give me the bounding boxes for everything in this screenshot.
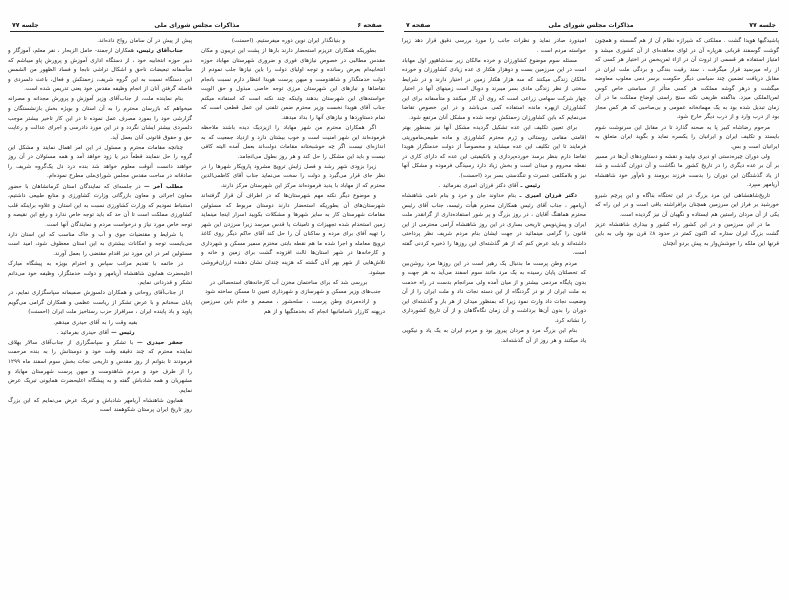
paragraph xyxy=(8,339,192,396)
paragraph xyxy=(595,37,779,123)
session-number-left: جلسه ۷۷ xyxy=(749,22,776,29)
paragraph xyxy=(402,37,586,56)
paragraph-text: آقای حیدری بفرمائید . xyxy=(56,329,112,336)
publication-title-right: مذاکرات مجلس شورای ملی xyxy=(154,22,240,29)
paragraph-text: پاشیدگیها هویدا گشت . مملکتی که شیرازه نظام آن از هم گسسته و همچون گوشت گوسفند قربانی هرپاره آن در لوای معاهده‌ای از آن کشوری میشد و امتیاز استفاده هر قسمی از ثروت آن در ازاء ثمن‌بخس در اختیار هر کسی که از راه میرسید قرار میگرفت ، سند رقیت بندگی و بردگی ملت ایران در مقابل دریافت تضمین چند سیاسی دیگر حکومت برسر دمی مغلوب معاوضه میگشت و درهر گوشه مملکت هر کسی متأثر از سیاستی خاص کوس لمن‌الملکی میزد. بناگفته ظریفی نکته سنج راستی اوضاع مملکت ما در آن زمان تبدیل شده بود به یک مهمانخانه عمومی و بی‌صاحبی که هر کس مجاز بود از درب وارد و از درب دیگر خارج شود. xyxy=(595,38,779,121)
paragraph xyxy=(402,192,586,259)
paragraph-text: مرحوم رضاشاه کبیر پا به صحنه گذارد تا در مقابل این سرنوشت شوم بایستد و تکلیف ایران و ایرانیان را یکسره نماید و بگوید ایران متعلق به ایرانیان است و بس. xyxy=(595,124,779,150)
paragraph xyxy=(402,260,586,327)
paragraph xyxy=(8,397,192,416)
paragraph-text: بنام این بزرگ مرد و مردان پیروز بود و مردم ایران به یک یاد و نیکویی یاد میکنند و هر روز از آن گذشته‌اند. xyxy=(402,327,586,344)
paragraph-text: زیرا بزودی شهر رشد و فصل زایش ترویج مشرود پارویکار شهرها را در نظر جای قرار می‌گیرد و دولت را سخت می‌نماید جناب آقای کاظمی‌الدین محترم که از مهاباد با یدید فرموده‌اند مرکز این شهرستان مرکز دارند. xyxy=(201,163,385,189)
paragraph-text: مسئله سوم موضوع کشاورزان و خرده مالکان زیر سدشاهپور اول مهاباد است در این سرزمین بست و دوهزار هکتار ی عده زیادی کشاورزان و خورده مالکان زندگی میکنند که سه هزار هکتار زمین در اختیار دارند و در شرایط سختی از نظر زندگی مادی بسر میبرند و دوبال است زمینهای آنها در اختیار چهار شرکت سهامی زراعی است که روی آن کار میکنند و متأسفانه برای این کشاورزان ازیهره مانده استفاده کمی می‌باشد و در این خصوص تقاضا می‌نمایم که باین کشاورزان زحمتکش توجه شده و مشکل آنان مرتفع شود. xyxy=(402,57,586,121)
paragraph xyxy=(8,260,192,289)
paragraph xyxy=(595,192,779,221)
paragraph-text: با شرایط و مقتضیات جوی و آب و خاک مناسب که این استان دارد می‌بایست توجه و امکانات بیشتری به این استان معطوف شود، امید است مسئولین امر در این مورد نیز اقدام مقتضی را بعمل آورند. xyxy=(8,231,192,257)
paragraph-text: از جناب‌آقای روحانی و همکاران دلسوزش صمیمانه سپاسگزاری نمایم، در پایان سخنانم و با عرض تشکر از ریاست عظمی و همکاران گرامی می‌گویم پاوید و باد پاینده ایران ، سرافراز حزب رستاخیز ملت ایران (احسنت) xyxy=(8,290,192,316)
paragraph xyxy=(201,37,385,47)
paragraph xyxy=(8,329,192,339)
paragraph xyxy=(402,327,586,346)
speaker-label: مطلب آخر — xyxy=(143,183,183,190)
column-right-of-right-page xyxy=(8,37,192,589)
paragraph xyxy=(402,57,586,124)
text-columns-left-page xyxy=(402,37,780,589)
paragraph xyxy=(402,124,586,181)
paragraph xyxy=(8,289,192,318)
paragraph xyxy=(8,144,192,182)
paragraph-text: همایون شاهنشاه آریامهر شادباش و تبریک عرض می‌نمایم که این بزرگ روز تاریخ ایران پرستان شکوهمند است xyxy=(8,397,192,414)
paragraph-text: تاریخ‌شاهنشاهی این مرد بزرگ در این تختگاه بناگاه و این پرچم شیرو خورشید بر فراز این سرزمین همچنان برافراشته باقی است و در این راه که یکی از آن مردان راستین هم ایستاده و نگهبان آن نیز گردیده است. xyxy=(595,192,779,218)
text-columns-right-page xyxy=(8,37,386,589)
paragraph-text: و موضوع دیگر نکته مهم شهرستان‌ها که در اطراف آن قرار گرفته‌اند شهرستان‌های آن بطوریکه استحضار دارند دوستان مربوط که مسئولین مقامات شهرستان کار به سایر شهرها و مشکلات بکوبید اسرار اینجا مینماید زمین استخدام شده تجهیزات و تامینات یا قدس میرسد زیرا سرزدن این شهر را تهیه آفای برای مرده و ساکنان آن را حل کند آقای حاکم دیگر روی کاغذ ترویج معامله و اجرا شده ما هم نقطه بابتی مخترم سمیر مسکن و شهرداری و کارخانه‌ها در شهر استان‌ها ثالث افزوده گشت برای زمین و خانه و تلاش‌هایی از شهر بهر آنان گشته که هزینه چندان نشان دهنده ارزان‌فروشی میشود. xyxy=(201,193,385,276)
speaker-label: رئیس ـ xyxy=(520,182,541,189)
paragraph xyxy=(8,319,192,329)
paragraph xyxy=(8,47,192,95)
paragraph-text: ولی دوران چیره‌دستی او دیری نپایید و نقشه و دستاوردهای آن‌ها در مسیر بر آن بر عده دیگری را در تاریخ کشور ما نگاشت و آن دوران گذشت و شد از یاد گذشتگان این دوران را بدست فرزند برومند و نام‌آور خود شاهنشاه آریامهر سپرد. xyxy=(595,153,779,189)
paragraph-text: اگر همکاران محترم من شهر مهاباد را ازیزدیک دیده باشند ملاحظه فرموده‌اند این شهر امنیت است و خوب بیشتان دارد و ازدیاد جمعیت که به اندازه‌ای نیست اگر چه خوشبختانه مقامات دولت‌اند بعمل آمده الیته کافی نیست و باید این مشکل را حل کند و هر روز بطول می‌انجامد. xyxy=(201,125,385,160)
paragraph-text: امیدورد صادر نماید و نظرات جانب را مورد بررسی دقیق قرار دهد زیرا خواسته مردم است . xyxy=(402,38,586,54)
column-left-of-right-page xyxy=(201,37,385,589)
column-left-of-left-page xyxy=(595,37,779,589)
paragraph-text: بقیه وقت را به آقای حیدری میدهم. xyxy=(53,319,138,326)
speaker-label: جناب‌آقای رئیس، xyxy=(136,48,183,55)
speaker-label: جعفر حیدری — xyxy=(136,339,183,346)
paragraph xyxy=(402,182,586,192)
paragraph xyxy=(201,279,385,298)
session-number-right: جلسه ۷۷ xyxy=(12,22,39,29)
paragraph xyxy=(595,124,779,153)
column-right-of-left-page xyxy=(402,37,586,589)
paragraph xyxy=(8,183,192,231)
paragraph-text: ما در این سرزمین و در این کشور راه کشور و بیداری شاهنشاه عزیز گشت بزرگ ایران ستاره که اکنون کمتر در حدود ۸٪ قرن بود ولی به باین قرنها این ملکه را جوشش‌وار به پیش بردو آنچنان xyxy=(595,221,779,247)
paragraph-text: آقای دکتر فرزان امیری بفرمائید . xyxy=(438,182,521,189)
paragraph xyxy=(8,37,192,47)
paragraph-text: بنام خداوند جان و خرد و بنام نامی شاهنشاه آریامهر ، جناب آقای رئیس همکاران محترم هیأت رئیسه، جناب آقای رئیس محترم هماهنگ آقایان ، در روز بزرگ و پر شور استفاده‌داری از گرانقدر ملت ایران و پیش‌نویس تاریخی بساری در این روز شاهنشاه آرامی محترمی از این قانون را گرامی مینمائید در جهت ایشان بنام مردم شریف نظر پرداختی داشته‌اند و باید عرض کنم که از هر گذشته‌ای این روزها را ذخیره کردنی گفته است. xyxy=(402,193,586,257)
paragraph-text: بطوریکه همکاران عزیزم استحضار دارند بارها از پشت این تریبون و مکان مقدس مطالبی در خصوص نیازهای فوری و ضروری شهرستان مهاباد حوزه انتخابیه‌ام بعرض رسانده و توجه اولیای دولت را باین نیازها جلب نمودم از دولت خدمتگذار و شاهدوست و میهن پرست هویدا انتظار دارم نسبت بانجام تقاضاها و نیازهای این شهرستان مرزی توجه خاصی مبذول و حق الویت خواسته‌های این شهرستان بدهند واینکه چند نکته است که استفاده میکنم جناب آقای هویدا نخست وزیر محترم ضمن تلفنی این عمل قطعی است که تمام دستاوردها و نیازهای آنها را بداد میدهد. xyxy=(201,48,385,121)
paragraph xyxy=(8,231,192,260)
paragraph-text: همکاران ارجمند- حامل الزبحار ، نفر معلم، آموزگار و دبیر حوزه انتخابیه خود ، از دستگاه اداری آموزش و پرورش پاو میباشم که متأسفانه تبعیضات ناحق و اشکال تراشی نابجا و فساد الظهور من الشمس این دستگاه نسبت به این گروه شریف، زحمتکش و فعال، باعث دلسردی و فاصله گرفتن آنان از انجام وظیفه مقدس خود یعنی تدریس شده است. xyxy=(8,48,192,93)
header-rule-left xyxy=(404,31,778,32)
paragraph-text: برای تعیین تکلیف این عده تشکیل گردیده مشکل آنها نیز بمنظور بهتر اقامتی مقامی روستائی و ژرم محترم کشاورزی و ماده طبیعی‌ماموریتی فرمایند تا این تکلیف این عده میشاید و مخصوصاً از دولت خدمتگزار هویدا تقاضا دارم بنظر برسد خورده‌پردازی و باتکیفیتی این عده که دارای کاری در نقطه محروم و میدان است و بخش زیاد دارد رسیدگی فرموده و مشکل آنها نیز و بلامکلفی عسرت و تنگدستی بسر برد (احسنت). xyxy=(402,125,586,179)
paragraph-text: پیش از پیش در آن سامان رواج داده‌اند. xyxy=(97,38,192,44)
paragraph xyxy=(201,192,385,278)
paragraph-text: بنام نماینده ملت، از جناب‌آقای وزیر آموزش و پرورش مجدانه و مصرانه میخواهم که بازرسان محترم را به آن استان و بویژه بخش بازنشستگان و گزارشی خود را بمورد مصرف عمل نموده تا در این کار تاخیر بیشتر موجب دلسردی بیشتر ایشان نگردد و در این مورد دادرسی و اجرای عدالت و رعایت حق و حقوق قانونی آنان بعمل آید. xyxy=(8,96,192,141)
running-head-right-page xyxy=(8,22,386,31)
paragraph-text: در خاتمه با تقدیم مراتب سپاس و احترام بویژه به پیشگاه مبارک اعلیحضرت همایون شاهنشاه آریامهر و دولت خدمتگزار، وظیفه خود می‌دانم تشکر و قدردانی نمایم. xyxy=(8,261,192,287)
speaker-label: رئیس — xyxy=(111,329,135,336)
speaker-label: دکتر فرزان امیری ـ xyxy=(519,193,577,200)
paragraph-text: بررسی شد که برای ساختمان مخزن آب کارخانه‌های استحصالی در جنب‌های وزیر مسکن و شهرسازی و شهرداری تعیین تا مسکن ساخته شود xyxy=(205,279,381,296)
paragraph-text: مردم وطن پرست ما بدنبال یک رهبر است در این روزها مرد روشن‌بین که تحصلتان پایان رسیده به یک مرد مانند سوم اسفند می‌آید به هر جهت و بدون پایگاه مردمی بیشتر و از میان آمده ولی سرانجام بدست در راه خدمت به ملت ایران از نو در گردنگاه از این دسته نجات داد و ملت ایران را از آن وضعیت نجات داد وارث نمود زیرا که بمنظور میدان از هر بار و گذشته‌ای این دوران را بدون آن‌ها برداشت و آن زمان نگاه‌گاهان و از آن تاریخ کشورداری را نشانه کرد. xyxy=(402,260,586,324)
paragraph-text: و اراده‌مردی وطن پرست ، سلحشور ، مصمم و خادم باین سرزمین درپهنه کارزار ناسامانیها انجام که بخدمتگیها و از هم xyxy=(201,299,385,315)
paragraph-text: و بنیانگذار ایران نوین دوره میفرستیم. (احسنت) xyxy=(231,38,346,44)
running-head-left-page xyxy=(402,22,780,31)
paragraph xyxy=(201,298,385,317)
publication-title-left: مذاکرات مجلس شورای ملی xyxy=(548,22,634,29)
header-rule-right xyxy=(10,31,384,32)
paragraph xyxy=(201,124,385,162)
page-number-left: صفحه ۷ xyxy=(406,22,431,29)
page-left xyxy=(394,0,788,600)
paragraph xyxy=(201,163,385,192)
paragraph-text: با تشکر و سپاسگزاری از جناب‌آقای سالار بهلاف نماینده محترم که چند دقیقه وقت خود و دوستانش را به بنده مرحمت فرمودند تا بتوانم از روز مقدس و تاریخی نجات بخش سوم اسفند ماه ۱۲۹۹ را از طرف خود و مردم شاهدوست و میهن پرست شهرستان مهاباد و مشهریان و همه شادباش گفته و به پیشگاه اعلیحضرت همایونی تبریک عرض نمایم. xyxy=(8,339,192,394)
page-number-right: صفحه ۶ xyxy=(357,22,382,29)
paragraph xyxy=(595,221,779,250)
paragraph-text: در جلسه‌ای که نمایندگان استان کرمانشاهان با حضور معاون اجرائی و معاون بازرگانی وزارت کشاورزی و منابع طبیعی داشتیم، استنباط نمودیم که وزارت کشاورزی نسبت به این استان و علاوه براینکه قلب کشاورزی مملکت است تا آن حد که باید توجه خاص ندارد و رفع این نقیصه و توجه خاص مورد نیاز و درخواست مردم و نمایندگان آنها است. xyxy=(8,183,192,228)
paragraph-text: چنانچه مقامات محترم و مسئول در این امر اهمال نمایند و مشکل این گروه را حل ننمایند قطعاً دیر یا زود خواهد آمد و همه مسئولان در آن روز خواهند دانست آنوقت معلوم خواهد شد بنده درد دل یک‌گروه شریف را صادقانه در ساحت مقدس مجلس شورای‌ملی مطرح نموده‌ام. xyxy=(8,144,192,180)
paragraph xyxy=(201,47,385,123)
paragraph xyxy=(595,153,779,191)
paragraph xyxy=(8,95,192,143)
